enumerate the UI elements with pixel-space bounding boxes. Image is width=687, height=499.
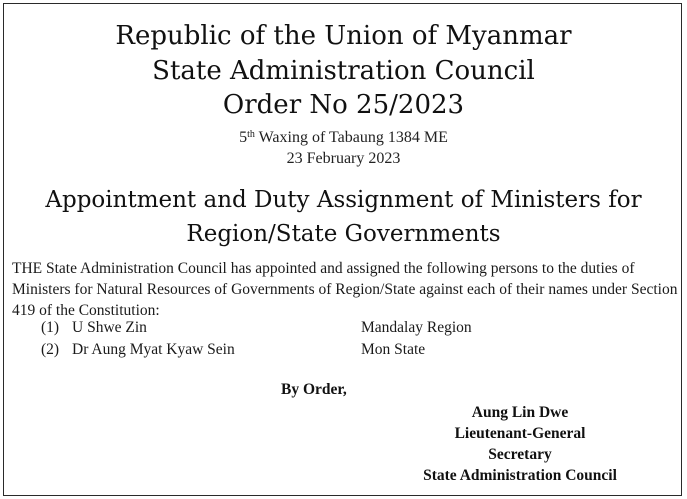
appointment-1-region: Mandalay Region	[361, 319, 472, 336]
date-ordinal-suffix: th	[247, 129, 255, 140]
header-country: Republic of the Union of Myanmar	[115, 21, 572, 51]
signatory-organization: State Administration Council	[423, 467, 617, 484]
title-line-1: Appointment and Duty Assignment of Ministers for	[45, 187, 642, 213]
appointment-2-region: Mon State	[361, 341, 426, 358]
signatory-name: Aung Lin Dwe	[471, 404, 569, 421]
appointment-2-name: Dr Aung Myat Kyaw Sein	[72, 341, 235, 358]
gregorian-date: 23 February 2023	[286, 150, 401, 167]
by-order: By Order,	[281, 381, 347, 398]
signatory-title: Secretary	[488, 446, 552, 463]
appointment-1-number: (1)	[41, 319, 60, 336]
burmese-date	[0, 129, 687, 147]
date-burmese-month: Waxing of Tabaung 1384 ME	[254, 129, 448, 146]
appointment-1-name: U Shwe Zin	[72, 319, 147, 336]
title-line-2: Region/State Governments	[186, 221, 501, 247]
header-council: State Administration Council	[152, 56, 535, 86]
order-number: Order No 25/2023	[222, 90, 465, 120]
body-paragraph: THE State Administration Council has appointed and assigned the following persons to the duties of Ministers for Natural Resources of Governments of Region/State against each of their names under Section 419 of the Constitution:	[12, 260, 678, 319]
appointment-2-number: (2)	[41, 341, 60, 358]
date-day: 5	[239, 129, 248, 146]
signatory-rank: Lieutenant-General	[454, 425, 586, 442]
